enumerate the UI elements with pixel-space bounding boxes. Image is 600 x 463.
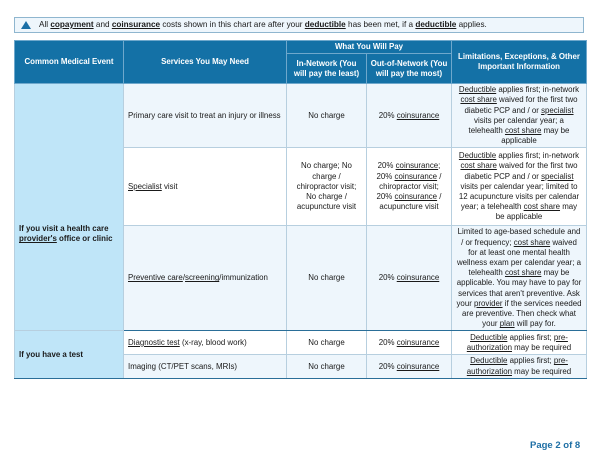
warning-triangle-icon <box>21 21 31 29</box>
glossary-link-provider[interactable]: provider's <box>19 234 57 244</box>
glossary-link-deductible[interactable]: deductible <box>415 20 457 29</box>
glossary-link-deductible[interactable]: Deductible <box>458 85 497 95</box>
out-network-cell: 20% coinsurance <box>367 226 452 331</box>
glossary-link-specialist[interactable]: specialist <box>541 171 574 181</box>
service-cell: Diagnostic test (x-ray, blood work) <box>124 331 287 355</box>
in-network-cell: No charge; No charge / chiropractor visit; No charge / acupuncture visit <box>287 148 367 226</box>
in-network-cell: No charge <box>287 331 367 355</box>
glossary-link-coinsurance[interactable]: coinsurance <box>396 337 440 347</box>
header-in-network: In-Network (You will pay the least) <box>287 54 367 84</box>
glossary-link-deductible[interactable]: Deductible <box>458 151 497 161</box>
page-number: Page 2 of 8 <box>530 440 581 451</box>
limitations-cell: Limited to age-based schedule and / or frequency; cost share waived for at least one mental health wellness exam per calendar year; a telehealth cost share may be applicable. You may have to pay for services that aren't preventive. Ask your provider if the services needed are preventive. Then check what your plan will pay for. <box>452 226 587 331</box>
glossary-link-cost-share[interactable]: cost share <box>460 95 497 105</box>
deductible-notice <box>14 17 584 33</box>
glossary-link-copayment[interactable]: copayment <box>50 20 94 29</box>
glossary-link-coinsurance[interactable]: coinsurance <box>111 20 161 29</box>
glossary-link-deductible[interactable]: Deductible <box>470 332 508 342</box>
header-services: Services You May Need <box>124 41 287 84</box>
glossary-link-coinsurance[interactable]: coinsurance <box>396 273 440 283</box>
glossary-link-cost-share[interactable]: cost share <box>460 161 497 171</box>
glossary-link-deductible[interactable]: deductible <box>304 20 346 29</box>
service-cell: Preventive care/screening/immunization <box>124 226 287 331</box>
service-cell: Specialist visit <box>124 148 287 226</box>
header-out-of-network: Out-of-Network (You will pay the most) <box>367 54 452 84</box>
limitations-cell: Deductible applies first; in-network cost share waived for the first two diabetic PCP and / or specialist visits per calendar year; limited to 12 acupuncture visits per calendar year; a telehealth cost share may be applicable <box>452 148 587 226</box>
glossary-link-preauthorization[interactable]: pre-authorization <box>466 356 568 376</box>
glossary-link-plan[interactable]: plan <box>499 319 515 329</box>
glossary-link-coinsurance[interactable]: coinsurance <box>396 361 440 371</box>
glossary-link-provider[interactable]: provider <box>474 298 503 308</box>
glossary-link-cost-share[interactable]: cost share <box>504 268 542 278</box>
glossary-link-specialist[interactable]: Specialist <box>128 181 162 191</box>
out-network-cell: 20% coinsurance; 20% coinsurance / chiropractor visit; 20% coinsurance / acupuncture visit <box>367 148 452 226</box>
glossary-link-specialist[interactable]: specialist <box>541 105 574 115</box>
glossary-link-screening[interactable]: screening <box>185 273 220 283</box>
glossary-link-coinsurance[interactable]: coinsurance <box>395 161 439 171</box>
out-network-cell: 20% coinsurance <box>367 355 452 378</box>
glossary-link-cost-share[interactable]: cost share <box>523 202 561 212</box>
limitations-cell: Deductible applies first; in-network cost share waived for the first two diabetic PCP and / or specialist visits per calendar year; a telehealth cost share may be applicable <box>452 84 587 148</box>
header-what-you-will-pay: What You Will Pay <box>287 41 452 54</box>
glossary-link-coinsurance[interactable]: coinsurance <box>396 110 440 120</box>
benefits-table <box>14 40 587 379</box>
glossary-link-coinsurance[interactable]: coinsurance <box>394 192 438 202</box>
event-provider-office: If you visit a health care provider's office or clinic <box>15 84 124 331</box>
glossary-link-preventive-care[interactable]: Preventive care <box>128 273 183 283</box>
table-row <box>15 331 587 355</box>
notice-text: All copayment and coinsurance costs shown in this chart are after your deductible has been met, if a deductible applies. <box>39 20 487 29</box>
glossary-link-cost-share[interactable]: cost share <box>504 126 542 136</box>
header-limitations: Limitations, Exceptions, & Other Important Information <box>452 41 587 84</box>
glossary-link-coinsurance[interactable]: coinsurance <box>394 171 438 181</box>
header-common-medical-event: Common Medical Event <box>15 41 124 84</box>
out-network-cell: 20% coinsurance <box>367 84 452 148</box>
in-network-cell: No charge <box>287 226 367 331</box>
limitations-cell: Deductible applies first; pre-authorization may be required <box>452 331 587 355</box>
glossary-link-cost-share[interactable]: cost share <box>513 237 551 247</box>
limitations-cell: Deductible applies first; pre-authorization may be required <box>452 355 587 378</box>
event-have-a-test: If you have a test <box>15 331 124 378</box>
glossary-link-deductible[interactable]: Deductible <box>470 356 508 366</box>
out-network-cell: 20% coinsurance <box>367 331 452 355</box>
in-network-cell: No charge <box>287 355 367 378</box>
glossary-link-diagnostic-test[interactable]: Diagnostic test <box>128 337 180 347</box>
glossary-link-preauthorization[interactable]: pre-authorization <box>466 332 568 352</box>
in-network-cell: No charge <box>287 84 367 148</box>
service-cell: Imaging (CT/PET scans, MRIs) <box>124 355 287 378</box>
service-cell: Primary care visit to treat an injury or illness <box>124 84 287 148</box>
table-row <box>15 84 587 148</box>
